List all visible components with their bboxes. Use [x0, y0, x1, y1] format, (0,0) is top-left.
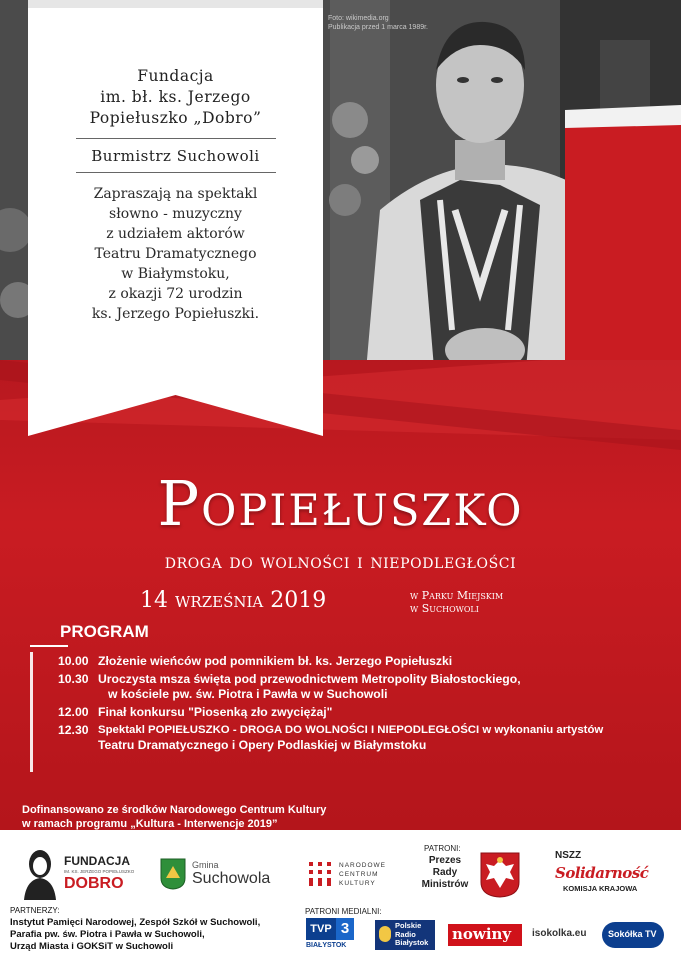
media-patrons-label: PATRONI MEDIALNI: [305, 907, 382, 916]
invite-line: Teatru Dramatycznego [94, 246, 257, 262]
nck-line: CENTRUM [339, 871, 379, 878]
sokolka-tv-text: Sokółka TV [608, 929, 657, 939]
tvp-number: 3 [336, 918, 354, 940]
funding-line-2: w ramach programu „Kultura - Interwencje 2019” [22, 818, 278, 830]
partners-block [10, 905, 260, 953]
radio-line: Radio [395, 929, 416, 939]
divider [76, 172, 276, 173]
place-line-2: w Suchowoli [410, 602, 479, 615]
org-line-3: Popiełuszko „Dobro” [89, 109, 262, 127]
main-title: Popiełuszko [157, 467, 524, 540]
nck-logo [307, 860, 387, 900]
gmina-label: Gmina [192, 860, 219, 870]
org-line-2: im. bł. ks. Jerzego [100, 88, 251, 106]
prezes-line: Prezes [428, 855, 462, 866]
prezes-text [420, 855, 470, 891]
photo-credit [328, 14, 428, 32]
invite-line: ks. Jerzego Popiełuszki. [91, 306, 260, 322]
invite-line: słowno - muzyczny [109, 206, 242, 222]
fundacja-small: IM. KS. JERZEGO POPIEŁUSZKO [64, 869, 135, 874]
org-line-1: Fundacja [137, 67, 214, 85]
nowiny-logo [448, 924, 522, 946]
program-item [58, 654, 658, 669]
place-line-1: w Parku Miejskim [410, 589, 504, 602]
invite-line: z okazji 72 urodzin [108, 286, 243, 302]
program-desc: w kościele pw. św. Piotra i Pawła w w Suchowoli [108, 687, 388, 701]
program-item [58, 672, 658, 702]
program-bar [30, 652, 33, 772]
isokolka-logo [532, 928, 602, 944]
sponsors-footer [0, 838, 681, 960]
program-time: 10.30 [58, 672, 89, 686]
nck-line: KULTURY [339, 880, 376, 887]
program-time: 10.00 [58, 654, 89, 668]
organizer-foundation [28, 66, 323, 129]
invite-line: z udziałem aktorów [106, 226, 245, 242]
partner-line: Parafia pw. św. Piotra i Pawła w Suchowoli, [10, 929, 205, 940]
radio-line: Polskie [395, 921, 422, 930]
subtitle: droga do wolności i niepodległości [164, 549, 517, 573]
prezes-line: Rady [432, 867, 458, 878]
organizer-mayor: Burmistrz Suchowoli [91, 147, 260, 165]
dobro-word: DOBRO [64, 875, 124, 892]
invitation-text [28, 184, 323, 324]
nck-line: NARODOWE [339, 862, 386, 869]
credit-line-2: Publikacja przed 1 marca 1989r. [328, 24, 428, 31]
program-time: 12.00 [58, 705, 89, 719]
solidarnosc-logo [555, 850, 665, 910]
komisja-text: KOMISJA KRAJOWA [563, 884, 638, 893]
partners-label: PARTNERZY: [10, 906, 60, 915]
invite-line: Zapraszają na spektakl [93, 186, 258, 202]
coat-of-arms-icon [160, 858, 186, 890]
prezes-line: Ministrów [421, 879, 469, 890]
sokolka-tv-logo [602, 920, 668, 952]
fundacja-word: FUNDACJA [64, 854, 130, 868]
program-desc: Uroczysta msza święta pod przewodnictwem Metropolity Białostockiego, [98, 672, 521, 686]
solidarnosc-text: Solidarność [555, 864, 649, 882]
program-desc: Złożenie wieńców pod pomnikiem bł. ks. Jerzego Popiełuszki [98, 654, 453, 668]
funding-line-1: Dofinansowano ze środków Narodowego Centrum Kultury [22, 804, 327, 816]
gmina-name: Suchowola [192, 870, 271, 887]
radio-line: Białystok [395, 938, 429, 947]
program-item [58, 723, 658, 753]
funding-note [22, 803, 326, 831]
radio-bialystok-logo [375, 920, 435, 950]
event-date: 14 września 2019 [140, 588, 327, 613]
program-list [58, 654, 658, 756]
tvp-text: TVP [306, 918, 336, 940]
invitation-banner [28, 0, 323, 436]
partner-line: Urząd Miasta i GOKSiT w Suchowoli [10, 941, 174, 952]
gmina-suchowola-logo [160, 858, 280, 898]
tvp3-logo [306, 918, 362, 956]
nck-icon [307, 860, 333, 888]
credit-line-1: Foto: wikimedia.org [328, 15, 389, 22]
program-desc: Finał konkursu "Piosenką zło zwyciężaj" [98, 705, 333, 719]
program-item [58, 705, 658, 720]
program-underline [30, 645, 68, 647]
tvp-city: BIAŁYSTOK [306, 942, 347, 949]
nck-text [339, 861, 386, 888]
partner-line: Instytut Pamięci Narodowej, Zespół Szkół w Suchowoli, [10, 917, 261, 928]
invite-line: w Białymstoku, [121, 266, 230, 282]
program-desc: Spektakl POPIEŁUSZKO - DROGA DO WOLNOŚCI I NIEPODLEGŁOŚCI w wykonaniu artystów [98, 724, 604, 736]
radio-icon [379, 926, 391, 942]
program-desc: Teatru Dramatycznego i Opery Podlaskiej w Białymstoku [98, 738, 427, 752]
program-time: 12.30 [58, 723, 89, 737]
fundacja-dobro-logo [20, 848, 140, 900]
nowiny-text: nowiny [452, 925, 512, 943]
portrait-icon [20, 848, 60, 900]
patroni-label: PATRONI: [424, 844, 461, 853]
polish-eagle-emblem-icon [480, 852, 520, 898]
divider [76, 138, 276, 139]
nszz-text: NSZZ [555, 850, 582, 861]
radio-text [395, 922, 428, 948]
program-heading: PROGRAM [60, 622, 149, 641]
event-place [410, 589, 503, 615]
isokolka-text: isokolka.eu [532, 928, 587, 939]
